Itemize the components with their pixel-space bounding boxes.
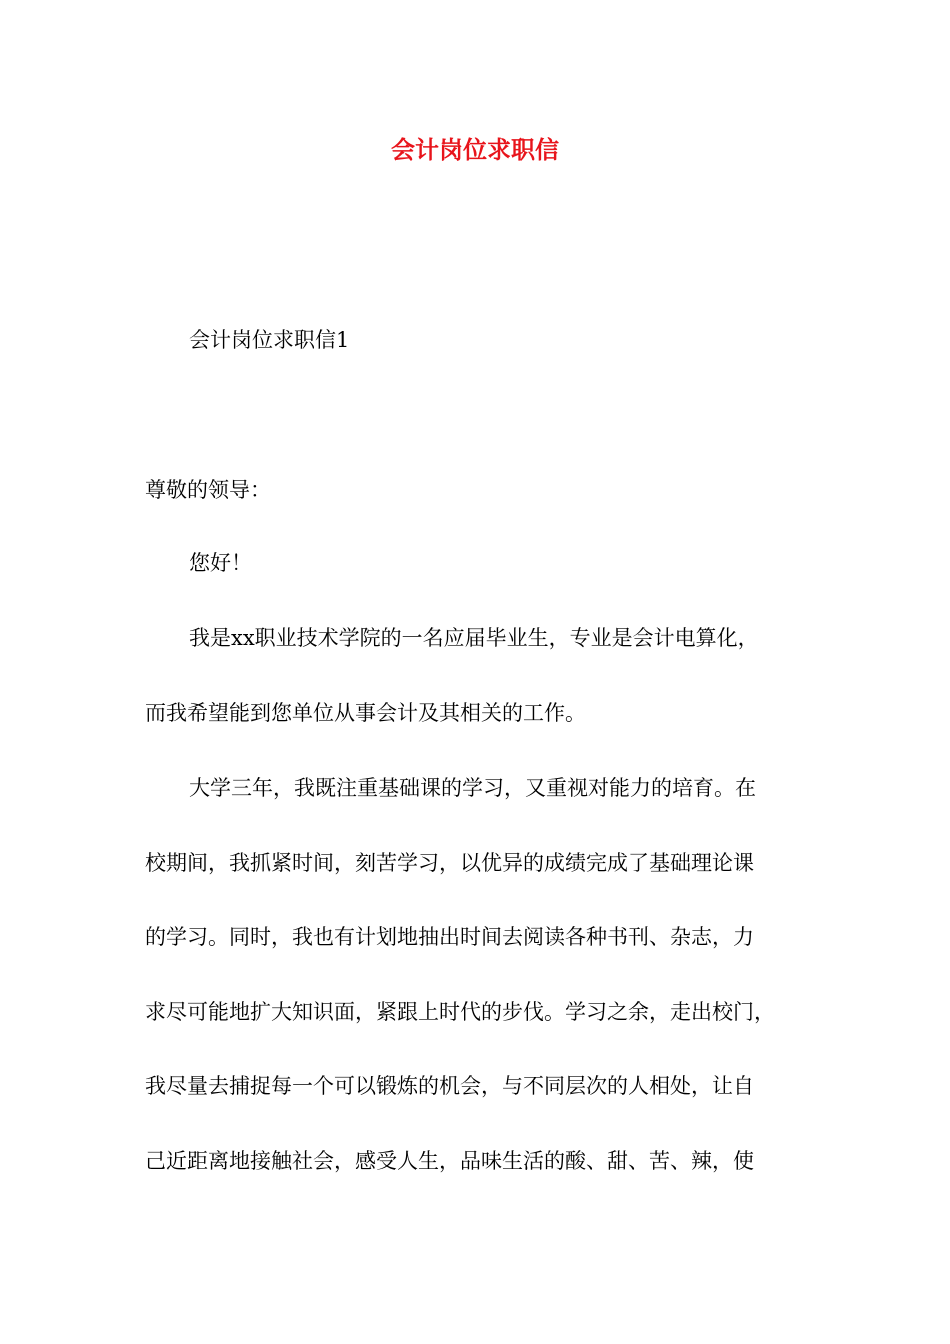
paragraph-line: 我是xx职业技术学院的一名应届毕业生，专业是会计电算化， — [189, 626, 759, 650]
document-title: 会计岗位求职信 — [391, 135, 559, 164]
paragraph-line: 大学三年，我既注重基础课的学习，又重视对能力的培育。在 — [189, 776, 756, 800]
paragraph-line: 校期间，我抓紧时间，刻苦学习，以优异的成绩完成了基础理论课 — [145, 851, 754, 875]
letter-subtitle: 会计岗位求职信1 — [189, 328, 350, 352]
paragraph-line: 己近距离地接触社会，感受人生，品味生活的酸、甜、苦、辣，使 — [145, 1149, 754, 1173]
paragraph-line: 求尽可能地扩大知识面，紧跟上时代的步伐。学习之余，走出校门， — [145, 1000, 775, 1024]
letter-salutation: 尊敬的领导： — [145, 478, 271, 502]
letter-greeting: 您好！ — [189, 551, 252, 575]
paragraph-line: 的学习。同时，我也有计划地抽出时间去阅读各种书刊、杂志，力 — [145, 925, 754, 949]
paragraph-line: 我尽量去捕捉每一个可以锻炼的机会，与不同层次的人相处，让自 — [145, 1074, 754, 1098]
paragraph-line: 而我希望能到您单位从事会计及其相关的工作。 — [145, 701, 586, 725]
